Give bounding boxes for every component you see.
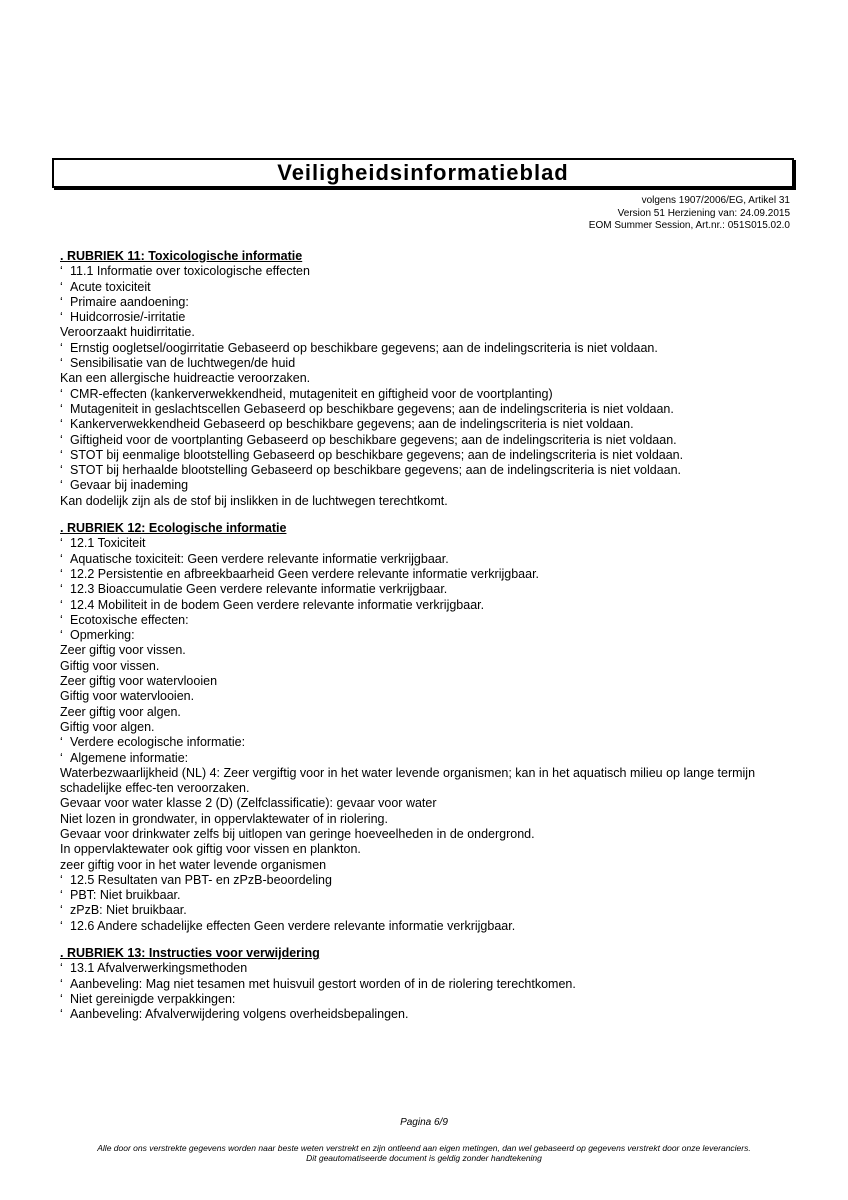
section-line <box>60 766 800 797</box>
document-title-box <box>52 158 794 188</box>
section-line <box>60 796 800 811</box>
bullet-mark: ‘ <box>60 264 63 279</box>
bullet-mark: ‘ <box>60 356 63 371</box>
document-footer <box>60 1143 788 1163</box>
section-line <box>60 402 800 417</box>
line-text: Opmerking: <box>70 628 135 643</box>
section-line <box>60 567 800 582</box>
line-text: Gevaar voor drinkwater zelfs bij uitlopen van geringe hoeveelheden in de ondergrond. <box>60 826 535 841</box>
line-text: CMR-effecten (kankerverwekkendheid, mutageniteit en giftigheid voor de voortplanting) <box>70 386 553 401</box>
line-text: Ernstig oogletsel/oogirritatie Gebaseerd op beschikbare gegevens; aan de indelingscriteria is niet voldaan. <box>70 340 658 355</box>
line-text: 12.4 Mobiliteit in de bodem Geen verdere relevante informatie verkrijgbaar. <box>70 597 485 612</box>
bullet-mark: ‘ <box>60 582 63 597</box>
bullet-mark: ‘ <box>60 976 63 991</box>
line-text: Gevaar bij inademing <box>70 478 189 493</box>
meta-regulation: volgens 1907/2006/EG, Artikel 31 <box>641 195 790 206</box>
section-line <box>60 582 800 597</box>
bullet-mark: ‘ <box>60 478 63 493</box>
line-text: STOT bij eenmalige blootstelling Gebaseerd op beschikbare gegevens; aan de indelingscriteria is niet voldaan. <box>70 447 684 462</box>
bullet-mark: ‘ <box>60 903 63 918</box>
line-text: Mutageniteit in geslachtscellen Gebaseerd op beschikbare gegevens; aan de indelingscriteria is niet voldaan. <box>70 401 674 416</box>
bullet-mark: ‘ <box>60 628 63 643</box>
line-text: Giftig voor vissen. <box>60 658 160 673</box>
bullet-mark: ‘ <box>60 1007 63 1022</box>
section-line <box>60 858 800 873</box>
section-line <box>60 827 800 842</box>
line-text: Niet gereinigde verpakkingen: <box>70 991 236 1006</box>
line-text: 12.3 Bioaccumulatie Geen verdere relevante informatie verkrijgbaar. <box>70 582 448 597</box>
section-line <box>60 977 800 992</box>
section-line <box>60 613 800 628</box>
line-text: Aanbeveling: Afvalverwijdering volgens overheidsbepalingen. <box>70 1007 409 1022</box>
line-text: Primaire aandoening: <box>70 294 189 309</box>
section-line <box>60 494 800 509</box>
line-text: Sensibilisatie van de luchtwegen/de huid <box>70 356 296 371</box>
section-line <box>60 628 800 643</box>
bullet-mark: ‘ <box>60 279 63 294</box>
section-line <box>60 992 800 1007</box>
section-line <box>60 552 800 567</box>
section-line <box>60 536 800 551</box>
bullet-mark: ‘ <box>60 463 63 478</box>
footer-signature-note: Dit geautomatiseerde document is geldig zonder handtekening <box>306 1153 542 1163</box>
section-line <box>60 417 800 432</box>
bullet-mark: ‘ <box>60 401 63 416</box>
line-text: STOT bij herhaalde blootstelling Gebaseerd op beschikbare gegevens; aan de indelingscriteria is niet voldaan. <box>70 463 682 478</box>
line-text: Kankerverwekkendheid Gebaseerd op beschikbare gegevens; aan de indelingscriteria is niet voldaan. <box>70 417 634 432</box>
line-text: Aquatische toxiciteit: Geen verdere relevante informatie verkrijgbaar. <box>70 551 449 566</box>
bullet-mark: ‘ <box>60 551 63 566</box>
line-text: Acute toxiciteit <box>70 279 151 294</box>
line-text: zeer giftig voor in het water levende organismen <box>60 857 327 872</box>
section-13 <box>60 946 800 1022</box>
line-text: 13.1 Afvalverwerkingsmethoden <box>70 961 248 976</box>
line-text: Huidcorrosie/-irritatie <box>70 310 186 325</box>
section-line <box>60 448 800 463</box>
bullet-mark: ‘ <box>60 888 63 903</box>
line-text: Giftig voor watervlooien. <box>60 689 195 704</box>
line-text: Giftig voor algen. <box>60 719 155 734</box>
bullet-mark: ‘ <box>60 750 63 765</box>
line-text: Zeer giftig voor algen. <box>60 704 181 719</box>
footer-disclaimer: Alle door ons verstrekte gegevens worden naar beste weten verstrekt en zijn ontleend aan eigen metingen, dan wel gebaseerd op gegevens verstrekt door onze leveranciers. <box>97 1143 751 1153</box>
section-line <box>60 341 800 356</box>
line-text: Zeer giftig voor watervlooien <box>60 674 218 689</box>
bullet-mark: ‘ <box>60 961 63 976</box>
line-text: Waterbezwaarlijkheid (NL) 4: Zeer vergiftig voor in het water levende organismen; kan in het aquatisch milieu op lange termijn schadelijke effec-ten veroorzaken. <box>60 765 756 796</box>
section-line <box>60 433 800 448</box>
line-text: 12.5 Resultaten van PBT- en zPzB-beoordeling <box>70 872 332 887</box>
section-line <box>60 751 800 766</box>
bullet-mark: ‘ <box>60 310 63 325</box>
section-line <box>60 387 800 402</box>
section-line <box>60 961 800 976</box>
line-text: Kan dodelijk zijn als de stof bij inslikken in de luchtwegen terechtkomt. <box>60 493 448 508</box>
section-11 <box>60 249 800 509</box>
section-line <box>60 919 800 934</box>
line-text: In oppervlaktewater ook giftig voor vissen en plankton. <box>60 842 361 857</box>
section-line <box>60 310 800 325</box>
section-line <box>60 888 800 903</box>
document-title: Veiligheidsinformatieblad <box>277 160 569 185</box>
section-line <box>60 264 800 279</box>
bullet-mark: ‘ <box>60 597 63 612</box>
line-text: Aanbeveling: Mag niet tesamen met huisvuil gestort worden of in de riolering terechtkomen. <box>70 976 576 991</box>
section-line <box>60 643 800 658</box>
meta-product: EOM Summer Session, Art.nr.: 051S015.02.0 <box>588 220 790 231</box>
section-line <box>60 598 800 613</box>
bullet-mark: ‘ <box>60 417 63 432</box>
line-text: Algemene informatie: <box>70 750 189 765</box>
section-line <box>60 463 800 478</box>
bullet-mark: ‘ <box>60 447 63 462</box>
section-line <box>60 295 800 310</box>
section-line <box>60 705 800 720</box>
section-line <box>60 903 800 918</box>
line-text: Ecotoxische effecten: <box>70 612 189 627</box>
section-heading: . RUBRIEK 12: Ecologische informatie <box>60 521 287 536</box>
document-body <box>60 249 800 1035</box>
line-text: 12.2 Persistentie en afbreekbaarheid Geen verdere relevante informatie verkrijgbaar. <box>70 566 540 581</box>
section-line <box>60 689 800 704</box>
line-text: Giftigheid voor de voortplanting Gebaseerd op beschikbare gegevens; aan de indelingscriteria is niet voldaan. <box>70 432 677 447</box>
line-text: PBT: Niet bruikbaar. <box>70 888 181 903</box>
meta-version: Version 51 Herziening van: 24.09.2015 <box>617 207 790 219</box>
line-text: 11.1 Informatie over toxicologische effecten <box>70 264 310 279</box>
line-text: Zeer giftig voor vissen. <box>60 643 186 658</box>
bullet-mark: ‘ <box>60 536 63 551</box>
section-line <box>60 873 800 888</box>
bullet-mark: ‘ <box>60 294 63 309</box>
bullet-mark: ‘ <box>60 340 63 355</box>
line-text: Veroorzaakt huidirritatie. <box>60 325 195 340</box>
line-text: 12.1 Toxiciteit <box>70 536 146 551</box>
section-line <box>60 659 800 674</box>
section-line <box>60 812 800 827</box>
bullet-mark: ‘ <box>60 918 63 933</box>
bullet-mark: ‘ <box>60 432 63 447</box>
line-text: Gevaar voor water klasse 2 (D) (Zelfclassificatie): gevaar voor water <box>60 796 437 811</box>
line-text: Kan een allergische huidreactie veroorzaken. <box>60 371 311 386</box>
section-line <box>60 720 800 735</box>
section-line <box>60 325 800 340</box>
bullet-mark: ‘ <box>60 386 63 401</box>
section-line <box>60 371 800 386</box>
bullet-mark: ‘ <box>60 872 63 887</box>
section-line <box>60 674 800 689</box>
section-line <box>60 356 800 371</box>
section-heading: . RUBRIEK 13: Instructies voor verwijdering <box>60 946 320 961</box>
document-meta <box>589 195 790 233</box>
section-line <box>60 735 800 750</box>
line-text: Niet lozen in grondwater, in oppervlaktewater of in riolering. <box>60 811 388 826</box>
section-line <box>60 280 800 295</box>
bullet-mark: ‘ <box>60 735 63 750</box>
line-text: 12.6 Andere schadelijke effecten Geen verdere relevante informatie verkrijgbaar. <box>70 918 516 933</box>
section-heading: . RUBRIEK 11: Toxicologische informatie <box>60 249 303 263</box>
section-12 <box>60 521 800 934</box>
section-line <box>60 1007 800 1022</box>
section-line <box>60 478 800 493</box>
line-text: zPzB: Niet bruikbaar. <box>70 903 187 918</box>
section-line <box>60 842 800 857</box>
line-text: Verdere ecologische informatie: <box>70 735 246 750</box>
bullet-mark: ‘ <box>60 991 63 1006</box>
page-number: Pagina 6/9 <box>400 1117 448 1128</box>
bullet-mark: ‘ <box>60 612 63 627</box>
bullet-mark: ‘ <box>60 566 63 581</box>
